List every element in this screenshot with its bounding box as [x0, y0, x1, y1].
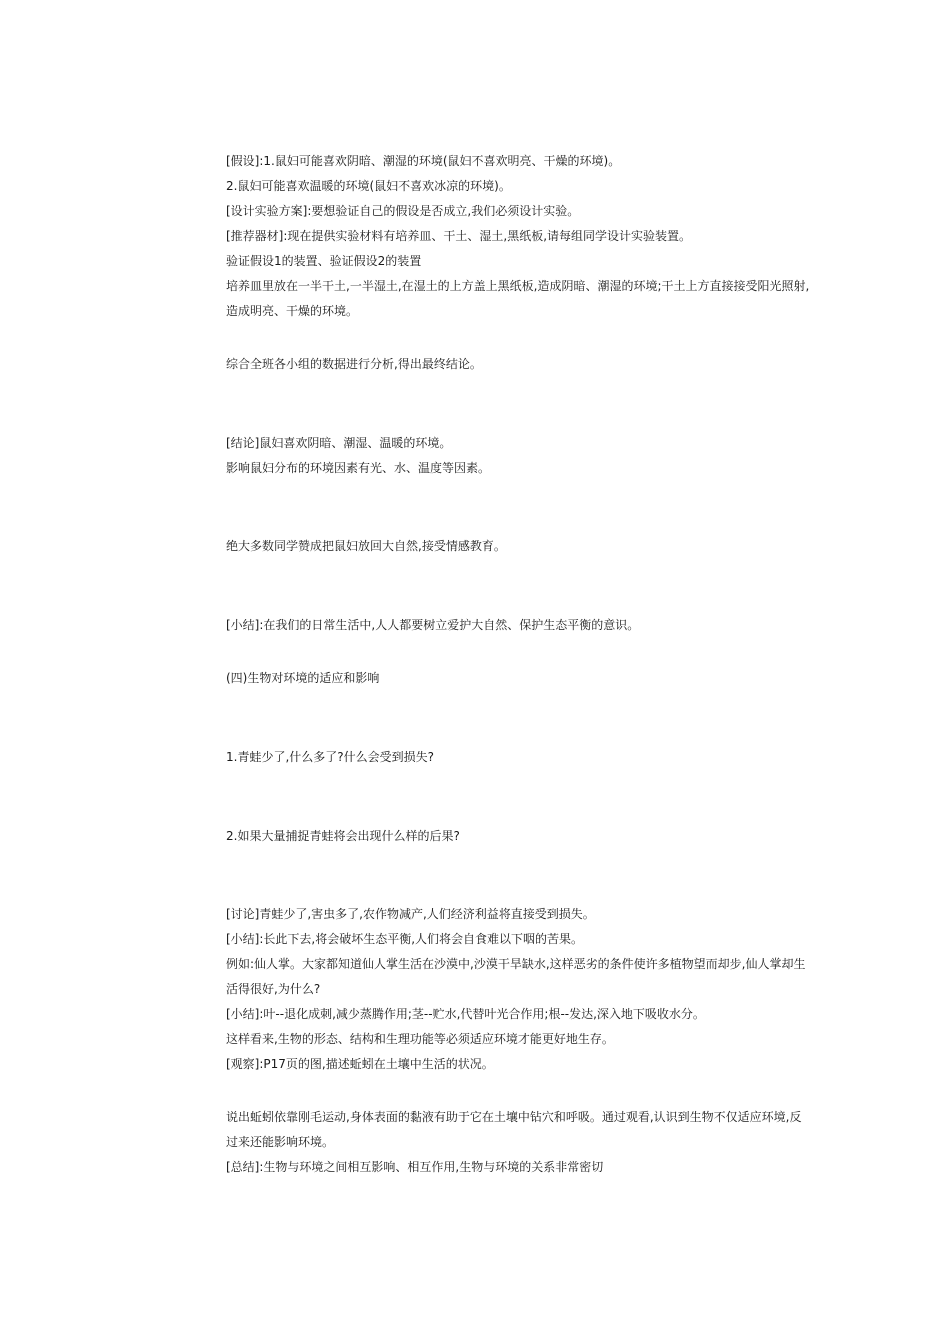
- cactus-example: 例如:仙人掌。大家都知道仙人掌生活在沙漠中,沙漠干旱缺水,这样恶劣的条件使许多植物望而却步,仙人掌却生活得很好,为什么?: [226, 957, 806, 996]
- discussion-line: [讨论]青蛙少了,害虫多了,农作物减产,人们经济利益将直接受到损失。: [226, 907, 595, 921]
- conclusion-line: [结论]鼠妇喜欢阴暗、潮湿、温暖的环境。: [226, 436, 452, 450]
- education-line: 绝大多数同学赞成把鼠妇放回大自然,接受情感教育。: [226, 539, 506, 553]
- verify-devices: 验证假设1的装置、验证假设2的装置: [226, 254, 422, 268]
- device-description: 培养皿里放在一半干土,一半湿土,在湿土的上方盖上黑纸板,造成阴暗、潮湿的环境;干土上方直接接受阳光照射,造成明亮、干燥的环境。: [226, 279, 810, 318]
- analysis-line: 综合全班各小组的数据进行分析,得出最终结论。: [226, 357, 482, 371]
- recommended-materials: [推荐器材]:现在提供实验材料有培养皿、干土、湿土,黑纸板,请每组同学设计实验装置。: [226, 229, 692, 243]
- summary-3: [小结]:叶--退化成刺,减少蒸腾作用;茎--贮水,代替叶光合作用;根--发达,深入地下吸收水分。: [226, 1007, 705, 1021]
- section-heading: (四)生物对环境的适应和影响: [226, 671, 380, 685]
- question-2: 2.如果大量捕捉青蛙将会出现什么样的后果?: [226, 829, 460, 843]
- factors-line: 影响鼠妇分布的环境因素有光、水、温度等因素。: [226, 461, 491, 475]
- hypothesis-2: 2.鼠妇可能喜欢温暖的环境(鼠妇不喜欢冰凉的环境)。: [226, 179, 511, 193]
- earthworm-description: 说出蚯蚓依靠刚毛运动,身体表面的黏液有助于它在土壤中钻穴和呼吸。通过观看,认识到生物不仅适应环境,反过来还能影响环境。: [226, 1110, 802, 1149]
- experiment-design: [设计实验方案]:要想验证自己的假设是否成立,我们必须设计实验。: [226, 204, 580, 218]
- summary-1: [小结]:在我们的日常生活中,人人都要树立爱护大自然、保护生态平衡的意识。: [226, 618, 640, 632]
- adaptation-line: 这样看来,生物的形态、结构和生理功能等必须适应环境才能更好地生存。: [226, 1032, 614, 1046]
- hypothesis-1: [假设]:1.鼠妇可能喜欢阴暗、潮湿的环境(鼠妇不喜欢明亮、干燥的环境)。: [226, 154, 621, 168]
- question-1: 1.青蛙少了,什么多了?什么会受到损失?: [226, 750, 435, 764]
- summary-2: [小结]:长此下去,将会破坏生态平衡,人们将会自食难以下咽的苦果。: [226, 932, 584, 946]
- final-summary: [总结]:生物与环境之间相互影响、相互作用,生物与环境的关系非常密切: [226, 1160, 604, 1174]
- observation-line: [观察]:P17页的图,描述蚯蚓在土壤中生活的状况。: [226, 1057, 494, 1071]
